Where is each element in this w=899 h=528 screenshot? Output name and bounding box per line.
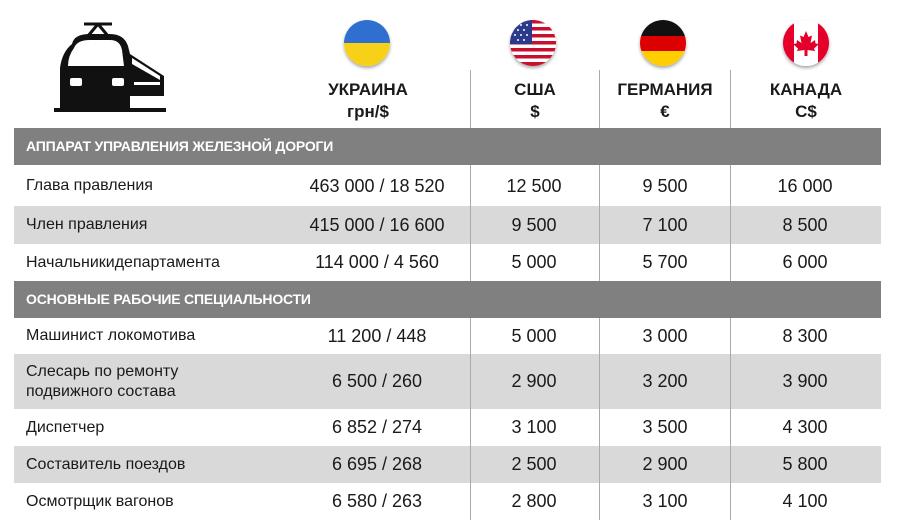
table-row [14,244,881,281]
table-row [14,318,881,354]
position-label: Машинист локомотива [26,327,196,344]
section-header-specialties [14,281,881,318]
country-name: КАНАДА [769,80,843,99]
section-title: АППАРАТ УПРАВЛЕНИЯ ЖЕЛЕЗНОЙ ДОРОГИ [26,138,334,154]
ukraine-salary: 114 000 / 4 560 [315,252,439,272]
germany-salary: 3 200 [642,371,688,391]
canada-salary: 8 500 [782,214,828,235]
position-label: Член правления [26,216,148,233]
usa-salary: 2 900 [511,371,557,391]
position-label: Начальникидепартамента [26,253,220,271]
column-divider [470,70,471,128]
column-divider [599,70,600,128]
train-icon [50,18,168,114]
currency-label: грн/$ [347,102,389,121]
position-label: Слесарь по ремонту подвижного состава [26,362,179,400]
table-row [14,483,881,520]
germany-salary: 2 900 [642,454,688,474]
table-row [14,446,881,483]
column-divider [730,318,731,520]
ukraine-flag-icon [344,20,390,66]
column-divider [730,70,731,128]
germany-salary: 9 500 [642,175,688,196]
section-title: ОСНОВНЫЕ РАБОЧИЕ СПЕЦИАЛЬНОСТИ [26,291,311,307]
column-header-germany [600,79,730,123]
column-divider [599,165,600,281]
germany-salary: 3 000 [642,325,688,346]
table-row [14,354,881,409]
canada-salary: 6 000 [782,252,828,272]
usa-salary: 3 100 [511,417,557,437]
currency-label: € [660,102,670,121]
germany-flag-icon [640,20,686,66]
usa-salary: 5 000 [511,252,557,272]
canada-flag-icon [783,20,829,66]
canada-salary: 4 300 [782,417,828,437]
germany-salary: 7 100 [642,214,688,235]
column-divider [730,165,731,281]
usa-flag-icon [510,20,556,66]
canada-salary: 3 900 [782,371,828,391]
table-row [14,409,881,446]
germany-salary: 3 100 [642,491,688,511]
column-header-usa [470,79,600,123]
germany-salary: 5 700 [642,252,688,272]
position-label: Глава правления [26,177,153,194]
table-row [14,166,881,206]
country-name: ГЕРМАНИЯ [617,80,713,99]
column-header-ukraine [303,79,433,123]
ukraine-salary: 6 852 / 274 [331,417,423,437]
position-label: Диспетчер [26,418,105,436]
country-name: УКРАИНА [328,80,408,99]
column-header-canada [741,79,871,123]
column-divider [599,318,600,520]
canada-salary: 4 100 [782,491,828,511]
canada-salary: 5 800 [782,454,828,474]
currency-label: C$ [795,102,817,121]
position-label: Составитель поездов [26,455,186,473]
currency-label: $ [530,102,540,121]
canada-salary: 8 300 [782,325,828,346]
ukraine-salary: 463 000 / 18 520 [309,175,445,196]
section-header-management [14,128,881,165]
position-label: Осмотрщик вагонов [26,492,174,510]
table-row [14,206,881,244]
canada-salary: 16 000 [777,175,833,196]
column-divider [470,165,471,281]
ukraine-salary: 6 500 / 260 [331,371,423,391]
ukraine-salary: 11 200 / 448 [327,325,427,346]
usa-salary: 5 000 [511,325,557,346]
ukraine-salary: 6 580 / 263 [331,491,423,511]
ukraine-salary: 6 695 / 268 [331,454,423,474]
germany-salary: 3 500 [642,417,688,437]
usa-salary: 12 500 [506,175,562,196]
usa-salary: 2 500 [511,454,557,474]
column-divider [470,318,471,520]
usa-salary: 2 800 [511,491,557,511]
usa-salary: 9 500 [511,214,557,235]
ukraine-salary: 415 000 / 16 600 [309,214,445,235]
country-name: США [514,80,556,99]
